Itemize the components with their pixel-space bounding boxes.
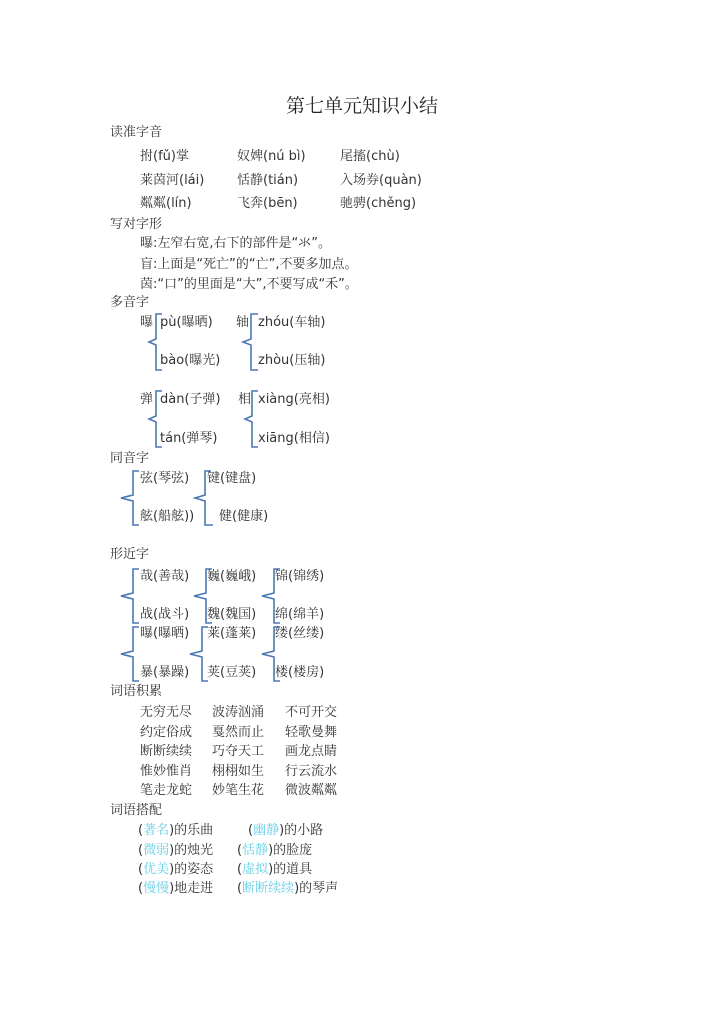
close-paren: ): [268, 862, 274, 877]
open-paren: (: [237, 881, 243, 896]
vocabulary-word: 无穷无尽: [140, 705, 193, 720]
brace-icon: [188, 626, 208, 682]
pronunciation-item: 尾搐(chù): [340, 149, 400, 164]
open-paren: (: [138, 823, 144, 838]
answer-word: 虚拟: [242, 862, 269, 877]
open-paren: (: [237, 862, 243, 877]
section-heading-collocation: 词语搭配: [110, 803, 163, 818]
writing-note: 盲:上面是“死亡”的“亡”,不要多加点。: [140, 257, 358, 272]
polyphone-reading: xiàng(亮相): [258, 392, 330, 407]
similar-char: 楼(楼房): [275, 665, 325, 680]
writing-note: 曝:左窄右宽,右下的部件是“氺”。: [140, 236, 331, 251]
section-heading-vocabulary: 词语积累: [110, 684, 163, 699]
open-paren: (: [248, 823, 254, 838]
open-paren: (: [138, 843, 144, 858]
vocabulary-word: 波涛汹涌: [212, 705, 265, 720]
section-heading-similar: 形近字: [110, 547, 150, 562]
collocation-item: [237, 862, 312, 878]
vocabulary-word: 巧夺天工: [212, 744, 265, 759]
vocabulary-word: 惟妙惟肖: [140, 764, 193, 779]
section-heading-writing: 写对字形: [110, 217, 163, 232]
brace-icon: [119, 626, 139, 682]
polyphone-reading: zhóu(车轴): [258, 315, 326, 330]
vocabulary-word: 笔走龙蛇: [140, 783, 193, 798]
similar-char: 巍(巍峨): [207, 569, 257, 584]
collocation-item: [237, 843, 312, 859]
polyphone-char: 轴: [236, 315, 250, 330]
vocabulary-word: 行云流水: [285, 764, 338, 779]
collocation-noun: 的姿态: [174, 862, 214, 877]
similar-char: 缕(丝缕): [275, 626, 325, 641]
close-paren: ): [268, 843, 274, 858]
brace-icon: [119, 568, 139, 624]
close-paren: ): [169, 823, 175, 838]
open-paren: (: [138, 881, 144, 896]
pronunciation-item: 入场券(quàn): [340, 173, 422, 188]
close-paren: ): [169, 881, 175, 896]
similar-char: 绵(绵羊): [275, 607, 325, 622]
open-paren: (: [138, 862, 144, 877]
close-paren: ): [294, 881, 300, 896]
collocation-item: [138, 862, 213, 878]
pronunciation-item: 莱茵河(lái): [140, 173, 205, 188]
collocation-noun: 的小路: [284, 823, 324, 838]
collocation-item: [138, 881, 213, 897]
answer-word: 幽静: [253, 823, 280, 838]
polyphone-reading: tán(弹琴): [160, 431, 218, 446]
vocabulary-word: 画龙点睛: [285, 744, 338, 759]
close-paren: ): [169, 843, 175, 858]
pronunciation-item: 粼粼(lín): [140, 196, 192, 211]
polyphone-reading: xiāng(相信): [258, 431, 330, 446]
collocation-noun: 的乐曲: [174, 823, 214, 838]
collocation-noun: 的烛光: [174, 843, 214, 858]
similar-char: 荚(豆荚): [207, 665, 257, 680]
homophone-item: 弦(琴弦): [140, 471, 190, 486]
polyphone-char: 曝: [140, 315, 154, 330]
brace-icon: [240, 313, 258, 371]
polyphone-reading: bào(曝光): [160, 353, 221, 368]
similar-char: 暴(暴躁): [140, 665, 190, 680]
polyphone-reading: dàn(子弹): [160, 392, 221, 407]
collocation-noun: 的琴声: [299, 881, 339, 896]
vocabulary-word: 约定俗成: [140, 725, 193, 740]
vocabulary-word: 妙笔生花: [212, 783, 265, 798]
collocation-noun: 的脸庞: [273, 843, 313, 858]
pronunciation-item: 驰骋(chěng): [340, 196, 417, 211]
collocation-noun: 地走进: [174, 881, 214, 896]
close-paren: ): [169, 862, 175, 877]
collocation-item: [138, 823, 213, 839]
collocation-item: [248, 823, 323, 839]
section-heading-pronunciation: 读准字音: [110, 125, 163, 140]
section-heading-homophones: 同音字: [110, 451, 150, 466]
collocation-noun: 的道具: [273, 862, 313, 877]
vocabulary-word: 不可开交: [285, 705, 338, 720]
answer-word: 著名: [143, 823, 170, 838]
similar-char: 曝(曝晒): [140, 626, 190, 641]
answer-word: 慢慢: [143, 881, 170, 896]
open-paren: (: [237, 843, 243, 858]
polyphone-char: 相: [238, 392, 252, 407]
vocabulary-word: 轻歌曼舞: [285, 725, 338, 740]
polyphone-reading: pù(曝晒): [160, 315, 213, 330]
vocabulary-word: 栩栩如生: [212, 764, 265, 779]
homophone-item: 健(健康): [219, 509, 269, 524]
similar-char: 莱(蓬莱): [207, 626, 257, 641]
pronunciation-item: 飞奔(bēn): [237, 196, 298, 211]
polyphone-reading: zhòu(压轴): [258, 353, 326, 368]
writing-note: 茵:“口”的里面是“大”,不要写成“禾”。: [140, 277, 358, 292]
polyphone-char: 弹: [140, 392, 154, 407]
collocation-item: [237, 881, 338, 897]
vocabulary-word: 戛然而止: [212, 725, 265, 740]
answer-word: 优美: [143, 862, 170, 877]
collocation-item: [138, 843, 213, 859]
answer-word: 微弱: [143, 843, 170, 858]
homophone-item: 键(键盘): [207, 471, 257, 486]
similar-char: 锦(锦绣): [275, 569, 325, 584]
page-title: 第七单元知识小结: [285, 95, 438, 117]
pronunciation-item: 拊(fǔ)掌: [140, 149, 189, 164]
close-paren: ): [279, 823, 285, 838]
brace-icon: [242, 390, 258, 448]
similar-char: 战(战斗): [140, 607, 190, 622]
answer-word: 恬静: [242, 843, 269, 858]
similar-char: 哉(善哉): [140, 569, 190, 584]
brace-icon: [119, 470, 139, 526]
vocabulary-word: 微波粼粼: [285, 783, 338, 798]
answer-word: 断断续续: [242, 881, 295, 896]
homophone-item: 舷(船舷)): [140, 509, 195, 524]
pronunciation-item: 奴婢(nú bì): [237, 149, 306, 164]
similar-char: 魏(魏国): [207, 607, 257, 622]
vocabulary-word: 断断续续: [140, 744, 193, 759]
section-heading-polyphones: 多音字: [110, 295, 150, 310]
pronunciation-item: 恬静(tián): [237, 173, 299, 188]
